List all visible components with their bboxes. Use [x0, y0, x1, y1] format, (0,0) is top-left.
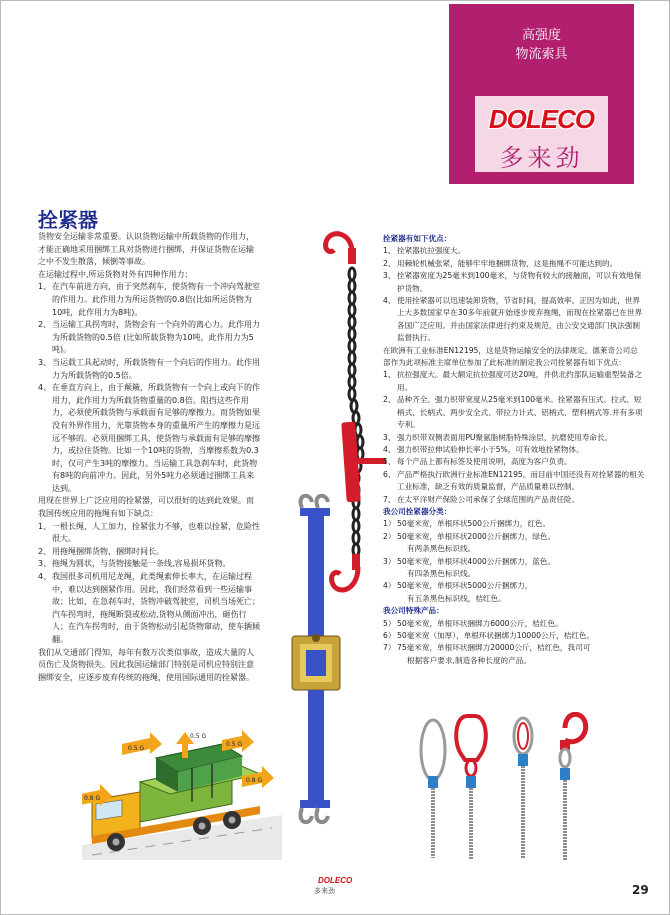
- methods-intro: 用现在世界上广泛应用的拴紧器，可以很好的达到此效果。而我国传统应用的拖绳有如下缺点：: [38, 496, 254, 519]
- brand-chinese-name: 多来劲: [499, 144, 584, 172]
- page-title: 拴紧器: [38, 208, 98, 232]
- brand-tagline: [449, 26, 634, 64]
- drawbacks-list: [38, 521, 260, 647]
- list-item: 1、 拴紧器抗拉强度大。: [383, 246, 466, 256]
- list-item: 4、 我国很多司机用尼龙绳，此类绳索伸长率大，在运输过程中，难以达到捆紧作用。因此，我们经常看到一些运输事故；比如，在急刹车时，货物冲破驾驶室，司机当场死亡；汽车拐弯时，拖绳断裂或松动,货物从侧面冲出，砸伤行人；在汽车拐弯时，由于货物松动引起货物窜动，使车辆倾翻。: [38, 572, 260, 644]
- list-item: 6） 50毫米宽（加厚），单根环状捆绑力10000公斤，桔红色。: [383, 631, 595, 640]
- footer-chinese-name: 多来劲: [314, 887, 335, 895]
- footer-logo: DOLECO: [318, 876, 353, 885]
- features-list: [383, 369, 645, 505]
- strap-end: [300, 800, 330, 808]
- list-item: 3、 拖绳为圆状，与货物接触是一条线,容易损坏货物。: [38, 559, 231, 569]
- list-item: 3） 50毫米宽，单根环状4000公斤捆绑力，蓝色。 有四条黑色标识线。: [383, 556, 556, 578]
- ratchet-strap-illustration: [286, 488, 366, 838]
- special-list: [383, 618, 645, 668]
- brand-header: [449, 4, 634, 184]
- tagline-line1: 高强度: [521, 28, 561, 43]
- ratchet-buckle: [292, 634, 340, 690]
- strap-end: [300, 508, 330, 516]
- page-number: 29: [632, 883, 649, 897]
- list-item: 2、 用棘轮机械张紧，能够牢牢地捆绑货物，这是拖绳不可能达到的。: [383, 258, 618, 268]
- list-item: 4、 使用拴紧器可以迅速装卸货物，节省时间，提高效率。正因为如此，世界上大多数国家早在30多年前就开始逐步废弃拖绳，而现在拴紧器已在世界各国广泛应用。并由国家法律进行约束及规范，由公安交通部门执法强制监督执行。: [383, 296, 643, 343]
- bottom-j-hook: [301, 808, 328, 822]
- classification-heading: 我公司拴紧器分类：: [383, 506, 452, 516]
- tagline-line2: 物流索具: [515, 47, 568, 62]
- closing-paragraph: 我们从交通部门得知，每年有数万次类似事故，造成大量的人员伤亡及货物损失。因此我国运输部门特别是司机应特别注意捆绑安全，应逐步废弃传统的拖绳，使用国际通用的拴紧器。: [38, 647, 254, 682]
- list-item: 1、 在汽车前进方向，由于突然刹车，使货物有一个冲向驾驶室的作用力。此作用力为所运货物的0.8倍(比如所运货物为10吨，此作用力为8吨)。: [38, 282, 260, 317]
- force-label: 0.8 G: [246, 777, 263, 784]
- forces-list: [38, 281, 260, 495]
- list-item: 1） 50毫米宽，单根环状500公斤捆绑力，红色。: [383, 519, 551, 529]
- brand-logo-box: [475, 96, 608, 172]
- list-item: 5、 每个产品上都有标签及使用说明，高度为客户负责。: [383, 457, 572, 467]
- list-item: 1、 一根长绳，人工加力，拴紧张力不够，也难以拴紧，危险性很大。: [38, 521, 260, 544]
- list-item: 2、 用拖绳捆绑货物，捆绑时间长。: [38, 546, 164, 556]
- classification-list: [383, 518, 645, 605]
- wire-sling-eye: [421, 720, 445, 858]
- list-item: 4、 强力织带拉伸试验伸长率小于5%，可有效地拴紧物体。: [383, 444, 584, 454]
- right-column-text: [383, 233, 645, 667]
- wire-rope-slings: [405, 712, 595, 872]
- list-item: 6、 产品严格执行欧洲行业标准EN12195。而目前中国还没有对拴紧器的相关工业标准，缺乏有效的质量监督，产品质量难以控制。: [383, 469, 645, 492]
- list-item: 4、 在垂直方向上，由于颠簸，所载货物有一个向上或向下的作用力，此作用力为所载货物重量的0.8倍。阻挡这些作用力，必须使所载货物与承载面有足够的摩擦力。而货物如果没有外界作用力，光靠货物本身的重量所产生的摩擦力是远远不够的。必须用捆绑工具，使货物与承载面有足够的摩擦力，或拉住货物。比如一个10吨的货物，当摩擦系数为0.3时，仅可产生3吨的摩擦力。当运输工具急刹车时，此货物有8吨的向前冲力。因此，另外5吨力必须通过捆绑工具来达到。: [38, 383, 260, 493]
- force-label: 0.5 G: [226, 741, 243, 748]
- list-item: 1、 抗拉强度大。最大额定抗拉强度可达20吨，并供北约部队运输重型装备之用。: [383, 370, 643, 392]
- list-item: 5） 50毫米宽，单根环状捆绑力6000公斤，桔红色。: [383, 618, 563, 628]
- force-label: 0.8 G: [84, 795, 101, 802]
- list-item: 3、 强力织带双侧表面用PU聚氨脂树脂特殊涂层，抗磨使用寿命长。: [383, 432, 613, 442]
- left-column-text: [38, 231, 260, 684]
- hook-shank: [348, 248, 356, 264]
- force-label: 0.5 G: [128, 745, 145, 752]
- advantages-heading: 拴紧器有如下优点：: [383, 234, 452, 243]
- top-j-hook: [301, 496, 328, 508]
- wire-sling-hook: [560, 714, 586, 860]
- forces-intro: 在运输过程中,所运货物对外有四种作用力：: [38, 269, 193, 279]
- webbing-strap: [308, 690, 324, 800]
- list-item: 2、 当运输工具拐弯时，货物会有一个向外的离心力。此作用力为所载货物的0.5倍 (比如所载货物为10吨，此作用力为5吨)。: [38, 320, 260, 355]
- list-item: 2、 品种齐全。强力织带宽度从25毫米到100毫米。拴紧器有压式、拉式、短柄式、长柄式、两步安全式、带拉力计式、铝柄式、塑料柄式等.并有多项专利。: [383, 395, 643, 430]
- list-item: 7） 75毫米宽，单根环状捆绑力20000公斤，桔红色，我司可 根据客户要求,制造各种长度的产品。: [383, 643, 591, 665]
- wire-sling-thimble: [514, 718, 532, 858]
- wire-sling-master-link: [456, 716, 486, 860]
- list-item: 3、 拴紧器宽度为25毫米到100毫米，与货物有较大的接触面，可以有效地保护货物。: [383, 271, 642, 293]
- advantages-list: [383, 245, 645, 344]
- webbing-strap: [308, 516, 324, 636]
- force-label: 0.5 G: [190, 733, 207, 740]
- list-item: 7、 在太平洋财产保险公司承保了全球范围的产品责任险。: [383, 494, 580, 504]
- intro-paragraph: 货物安全运输非常重要。认识货物运输中所载货物的作用力，才能正确地采用捆绑工具对货物进行捆绑，并保证货物在运输之中不发生散落，倾倒等事故。: [38, 232, 254, 267]
- truck-illustration: [82, 730, 282, 860]
- list-item: 2） 50毫米宽，单根环状2000公斤捆绑力，绿色。 有两条黑色标识线。: [383, 531, 556, 554]
- special-heading: 我公司特殊产品：: [383, 606, 444, 616]
- list-item: 4） 50毫米宽，单根环状5000公斤捆绑力， 有五条黑色标识线，桔红色。: [383, 581, 533, 603]
- list-item: 3、 当运载工具起动时，所载货物有一个向后的作用力。此作用力为所载货物的0.5倍。: [38, 357, 260, 380]
- standard-paragraph: 在欧洲有工业标准EN12195，这是货物运输安全的法律规定。德莱奇公司总部作为此项标准主席单位参加了此标准的制定我公司拴紧器有如下优点：: [383, 345, 638, 368]
- doleco-logo: DOLECO: [488, 104, 595, 134]
